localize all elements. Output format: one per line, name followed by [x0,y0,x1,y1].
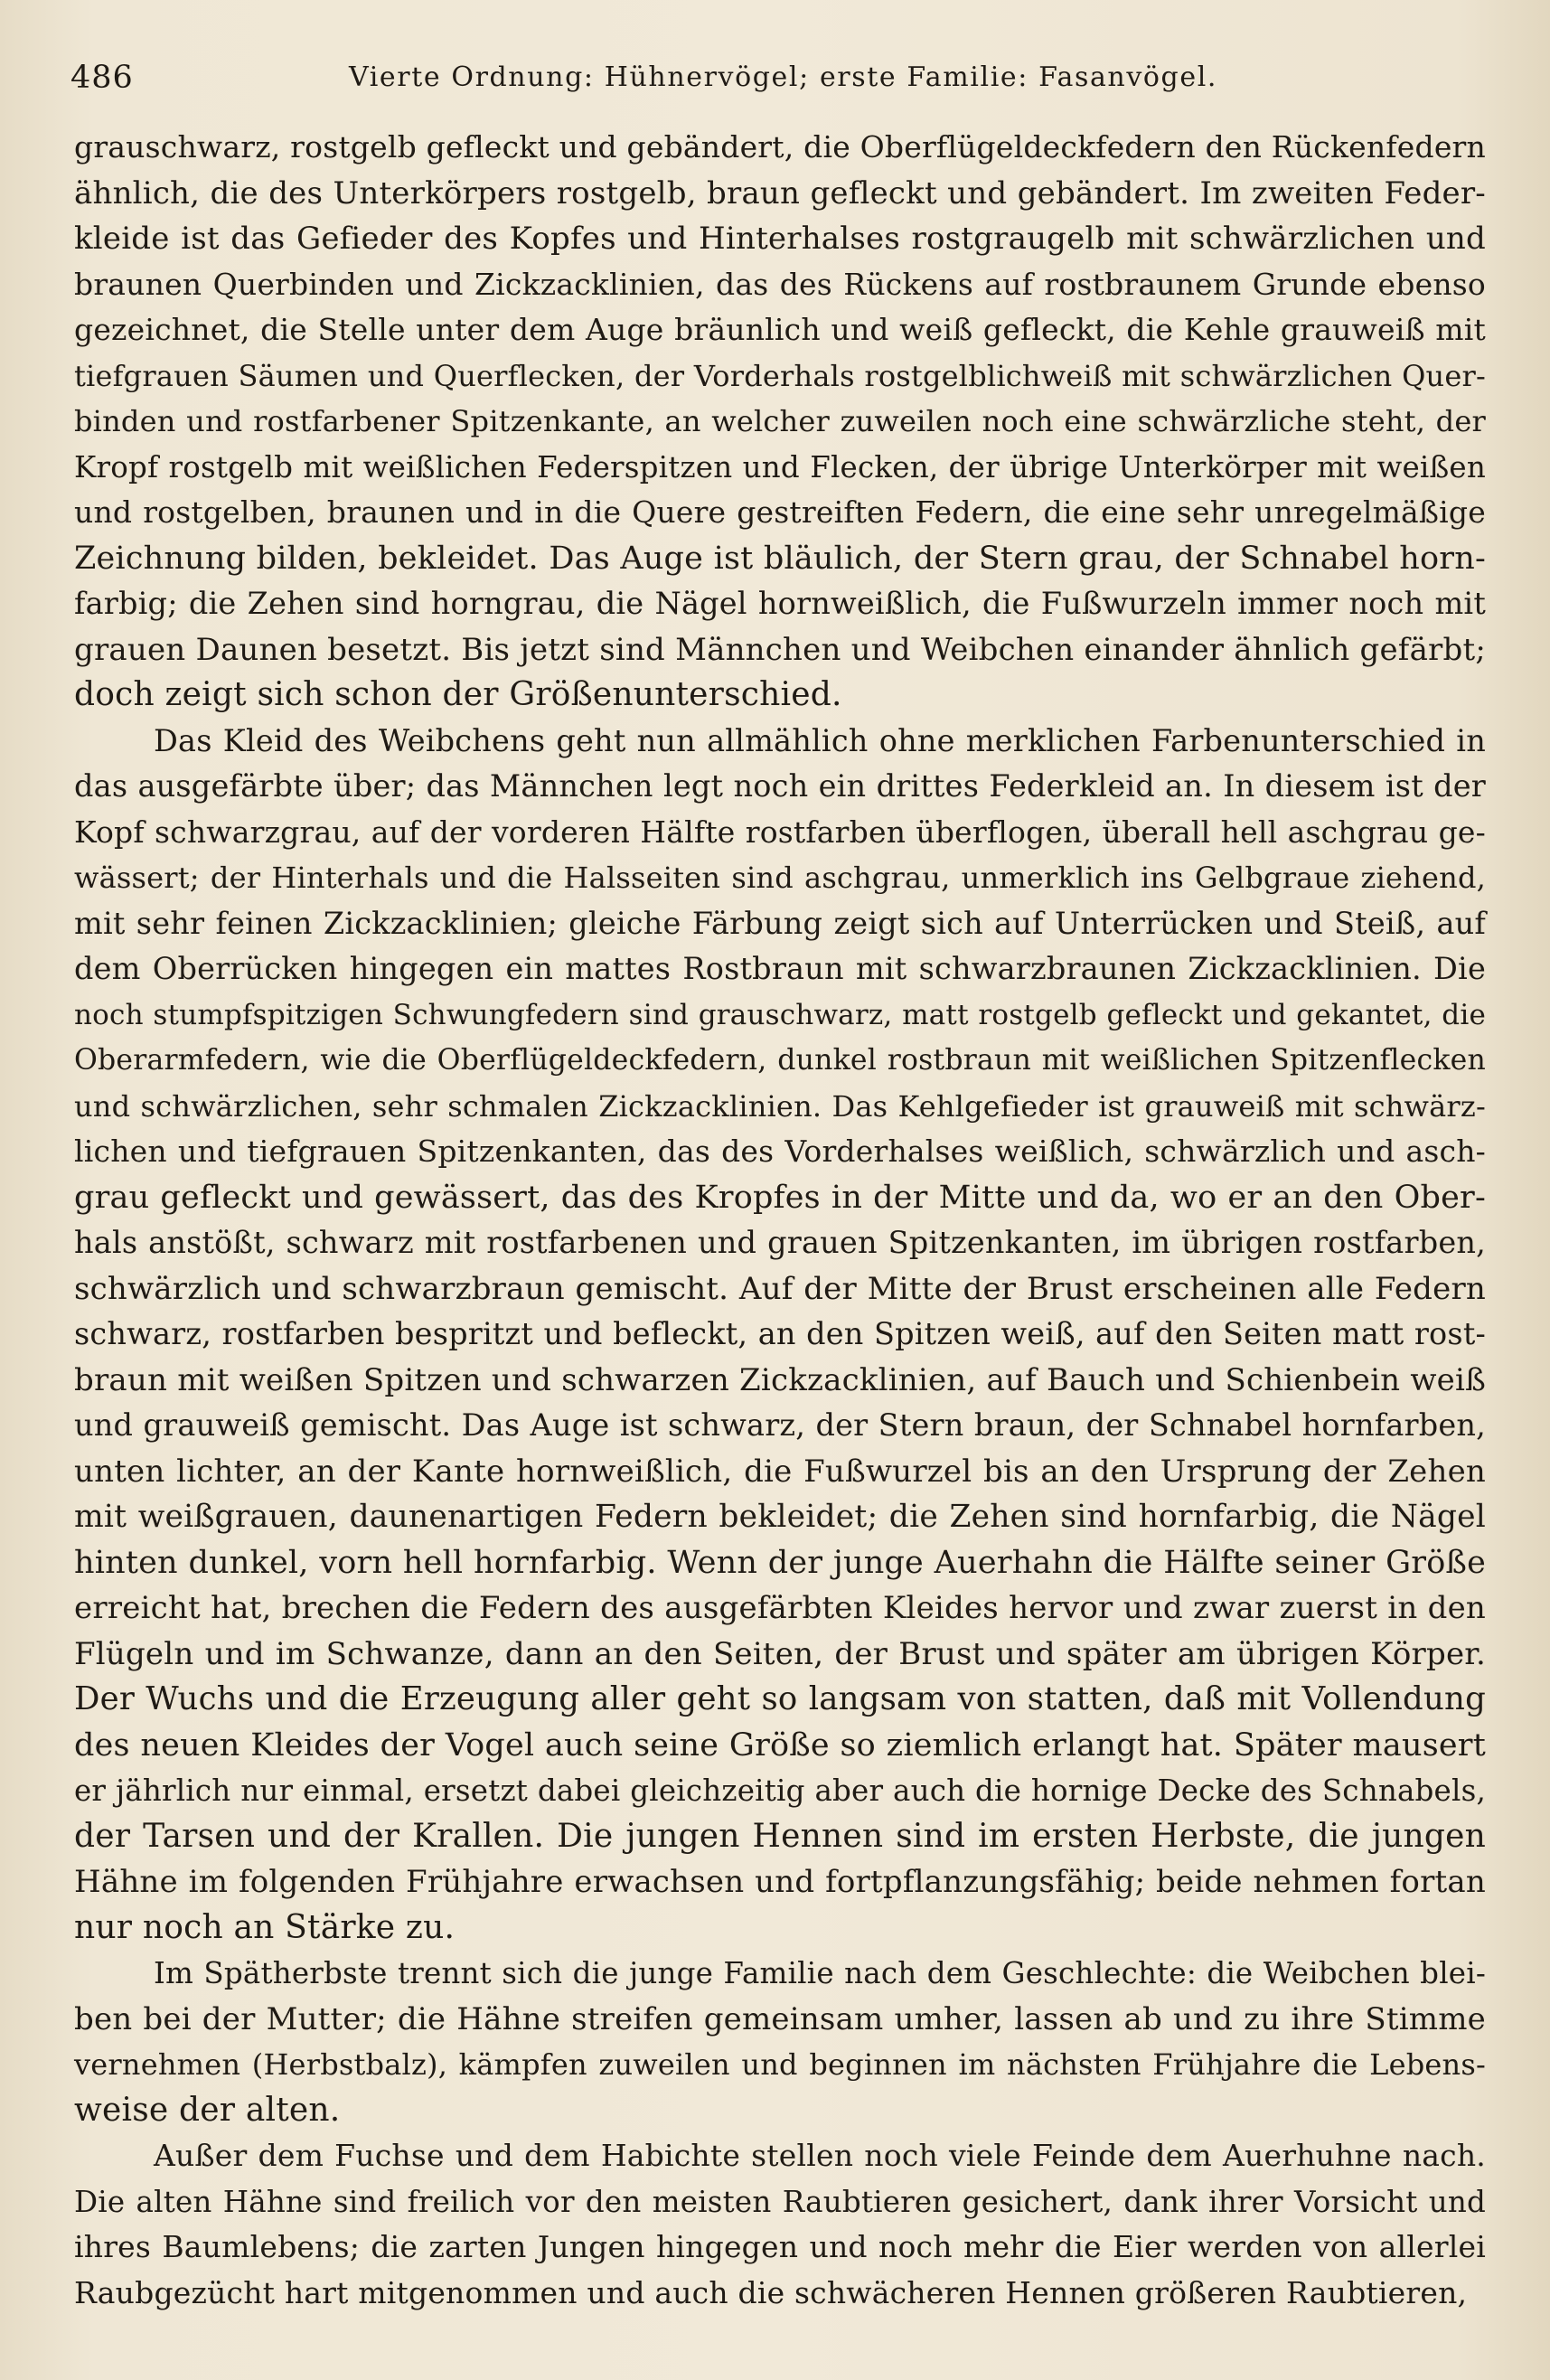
text-line: hals anstößt, schwarz mit rostfarbenen und grauen Spitzenkanten, im übrigen rostfarben, [74,1225,1486,1260]
paragraph [74,2133,1486,2316]
page-number: 486 [70,60,134,96]
text-line: Kopf schwarzgrau, auf der vorderen Hälfte rostfarben überflogen, überall hell aschgrau ge- [74,814,1486,850]
text-line: binden und rostfarbener Spitzenkante, an welcher zuweilen noch eine schwärzliche steht, der [74,404,1486,438]
text-line: und rostgelben, braunen und in die Quere gestreiften Federn, die eine sehr unregelmäßige [74,494,1486,530]
text-line: Flügeln und im Schwanze, dann an den Seiten, der Brust und später am übrigen Körper. [74,1635,1486,1672]
text-line: Der Wuchs und die Erzeugung aller geht so langsam von statten, daß mit Vollendung [74,1680,1486,1717]
paragraph [74,125,1486,719]
text-line: gezeichnet, die Stelle unter dem Auge bräunlich und weiß gefleckt, die Kehle grauweiß mit [74,312,1486,347]
text-line: grauschwarz, rostgelb gefleckt und gebändert, die Oberflügeldeckfedern den Rückenfedern [74,129,1486,165]
text-line: das ausgefärbte über; das Männchen legt noch ein drittes Federkleid an. In diesem ist der [74,768,1486,804]
text-line: farbig; die Zehen sind horngrau, die Nägel hornweißlich, die Fußwurzeln immer noch mit [74,586,1486,621]
paragraph [74,719,1486,1952]
body-text [74,125,1486,2316]
text-line: er jährlich nur einmal, ersetzt dabei gleichzeitig aber auch die hornige Decke des Schnabels, [74,1773,1486,1808]
text-line: Im Spätherbste trennt sich die junge Familie nach dem Geschlechte: die Weibchen blei- [154,1956,1486,1990]
text-line: ähnlich, die des Unterkörpers rostgelb, braun gefleckt und gebändert. Im zweiten Feder- [74,174,1486,212]
text-line: hinten dunkel, vorn hell hornfarbig. Wenn der junge Auerhahn die Hälfte seiner Größe [74,1544,1486,1581]
text-line: erreicht hat, brechen die Federn des ausgefärbten Kleides hervor und zwar zuerst in den [74,1590,1486,1626]
text-line: der Tarsen und der Krallen. Die jungen Hennen sind im ersten Herbste, die jungen [74,1817,1486,1855]
text-line: unten lichter, an der Kante hornweißlich, die Fußwurzel bis an den Ursprung der Zehen [74,1453,1486,1490]
text-line: Oberarmfedern, wie die Oberflügeldeckfedern, dunkel rostbraun mit weißlichen Spitzenflecken [74,1044,1486,1077]
running-head: Vierte Ordnung: Hühnervögel; erste Familie: Fasanvögel. [349,61,1218,93]
text-line: Hähne im folgenden Frühjahre erwachsen und fortpflanzungsfähig; beide nehmen fortan [74,1864,1486,1900]
text-line: Das Kleid des Weibchens geht nun allmählich ohne merklichen Farbenunterschied in [154,722,1486,758]
text-line: ben bei der Mutter; die Hähne streifen gemeinsam umher, lassen ab und zu ihre Stimme [74,2000,1486,2037]
text-line: Die alten Hähne sind freilich vor den meisten Raubtieren gesichert, dank ihrer Vorsicht und [74,2184,1486,2219]
text-line: noch stumpfspitzigen Schwungfedern sind grauschwarz, matt rostgelb gefleckt und gekantet, die [74,998,1486,1031]
text-line: grau gefleckt und gewässert, das des Kropfes in der Mitte und da, wo er an den Ober- [74,1179,1486,1216]
text-line: lichen und tiefgrauen Spitzenkanten, das des Vorderhalses weißlich, schwärzlich und asch- [74,1134,1486,1169]
text-line: nur noch an Stärke zu. [74,1908,456,1946]
text-line: weise der alten. [74,2091,341,2129]
text-line: kleide ist das Gefieder des Kopfes und Hinterhalses rostgraugelb mit schwärzlichen und [74,221,1486,257]
text-line: Außer dem Fuchse und dem Habichte stellen noch viele Feinde dem Auerhuhne nach. [154,2138,1486,2173]
paragraph [74,1951,1486,2133]
text-line: braunen Querbinden und Zickzacklinien, das des Rückens auf rostbraunem Grunde ebenso [74,266,1486,302]
text-line: ihres Baumlebens; die zarten Jungen hingegen und noch mehr die Eier werden von allerlei [74,2229,1486,2264]
text-line: mit sehr feinen Zickzacklinien; gleiche Färbung zeigt sich auf Unterrücken und Steiß, auf [74,905,1486,941]
text-line: grauen Daunen besetzt. Bis jetzt sind Männchen und Weibchen einander ähnlich gefärbt; [74,631,1486,668]
text-line: mit weißgrauen, daunenartigen Federn bekleidet; die Zehen sind hornfarbig, die Nägel [74,1499,1486,1535]
text-line: und schwärzlichen, sehr schmalen Zickzacklinien. Das Kehlgefieder ist grauweiß mit schwärz- [74,1088,1486,1124]
text-line: wässert; der Hinterhals und die Halsseiten sind aschgrau, unmerklich ins Gelbgraue ziehend, [74,861,1486,895]
text-line: Kropf rostgelb mit weißlichen Federspitzen und Flecken, der übrige Unterkörper mit weißen [74,449,1486,484]
text-line: schwarz, rostfarben bespritzt und befleckt, an den Spitzen weiß, auf den Seiten matt rost- [74,1316,1486,1351]
text-line: braun mit weißen Spitzen und schwarzen Zickzacklinien, auf Bauch und Schienbein weiß [74,1361,1486,1398]
text-line: und grauweiß gemischt. Das Auge ist schwarz, der Stern braun, der Schnabel hornfarben, [74,1407,1486,1443]
text-line: Raubgezücht hart mitgenommen und auch die schwächeren Hennen größeren Raubtieren, [74,2274,1468,2310]
text-line: doch zeigt sich schon der Größenunterschied. [74,676,842,713]
text-line: vernehmen (Herbstbalz), kämpfen zuweilen und beginnen im nächsten Frühjahre die Lebens- [74,2047,1486,2082]
text-line: dem Oberrücken hingegen ein mattes Rostbraun mit schwarzbraunen Zickzacklinien. Die [74,951,1486,986]
text-line: schwärzlich und schwarzbraun gemischt. Auf der Mitte der Brust erscheinen alle Federn [74,1270,1486,1307]
text-line: Zeichnung bilden, bekleidet. Das Auge ist bläulich, der Stern grau, der Schnabel horn- [74,540,1486,577]
text-line: tiefgrauen Säumen und Querflecken, der Vorderhals rostgelblichweiß mit schwärzlichen Quer- [74,358,1486,393]
page-header [70,52,1480,107]
text-line: des neuen Kleides der Vogel auch seine Größe so ziemlich erlangt hat. Später mausert [74,1726,1486,1764]
